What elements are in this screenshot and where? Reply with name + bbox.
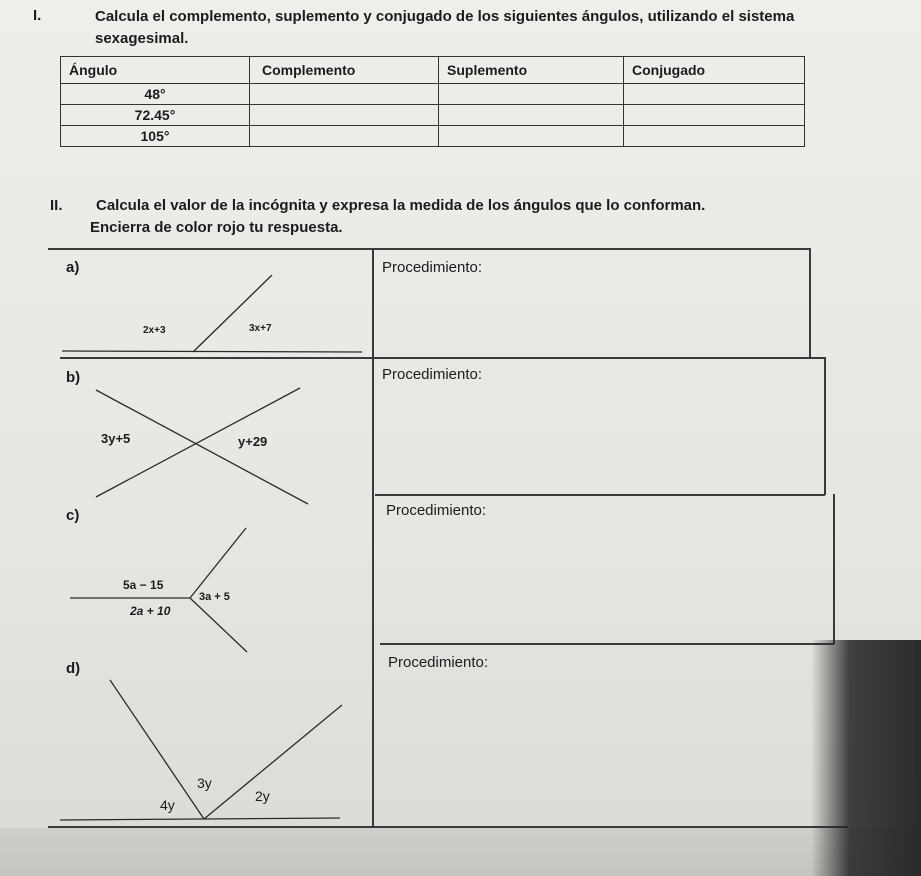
expr-b-left: 3y+5: [101, 431, 131, 446]
expr-a-right: 3x+7: [249, 323, 272, 334]
angle-cell: 105°: [61, 126, 250, 147]
expr-d-right: 2y: [255, 788, 270, 804]
diagram-b: [96, 388, 308, 504]
diagram-b-line-1: [96, 390, 308, 504]
expr-d-left: 4y: [160, 797, 175, 813]
diagram-d-baseline: [60, 818, 340, 820]
problem-b-procedure-label: Procedimiento:: [382, 366, 483, 383]
expr-c-right: 3a + 5: [199, 591, 230, 603]
header-angulo: Ángulo: [61, 57, 250, 84]
photo-shadow-bottom: [0, 828, 921, 876]
problem-a-procedure-label: Procedimiento:: [382, 259, 483, 276]
angle-cell: 48°: [61, 84, 250, 105]
diagram-d: [60, 680, 342, 820]
diagram-a: [62, 275, 362, 352]
expr-c-upper: 5a − 15: [123, 578, 164, 592]
header-suplemento: Suplemento: [439, 57, 624, 84]
section-1-number: I.: [33, 7, 42, 24]
expr-c-lower: 2a + 10: [130, 604, 171, 618]
expr-b-right: y+29: [238, 434, 268, 449]
diagram-c-ray-up: [190, 528, 246, 598]
header-conjugado: Conjugado: [624, 57, 805, 84]
section-1-text: Calcula el complemento, suplemento y conjugado de los siguientes ángulos, utilizando el sistema sexagesimal.: [95, 8, 795, 47]
diagram-d-ray-left: [110, 680, 204, 819]
diagram-c-ray-down: [190, 598, 247, 652]
diagram-a-baseline: [62, 351, 362, 352]
expr-d-middle: 3y: [197, 775, 212, 791]
diagram-d-ray-right: [204, 705, 342, 819]
section-2-number: II.: [50, 197, 63, 214]
section-2-line-2: Encierra de color rojo tu respuesta.: [90, 219, 343, 236]
expr-a-left: 2x+3: [143, 325, 166, 336]
section-2-line-1: Calcula el valor de la incógnita y expresa la medida de los ángulos que lo conforman.: [96, 197, 706, 214]
problem-c-label: c): [66, 507, 80, 524]
angle-cell: 72.45°: [61, 105, 250, 126]
problem-d-label: d): [66, 660, 81, 677]
diagram-a-ray: [193, 275, 272, 352]
photo-shadow-right: [811, 640, 921, 876]
problem-d-procedure-label: Procedimiento:: [388, 654, 489, 671]
problem-a-label: a): [66, 259, 80, 276]
header-complemento: Complemento: [250, 57, 439, 84]
problem-c-procedure-label: Procedimiento:: [386, 502, 487, 519]
problem-b-label: b): [66, 369, 81, 386]
